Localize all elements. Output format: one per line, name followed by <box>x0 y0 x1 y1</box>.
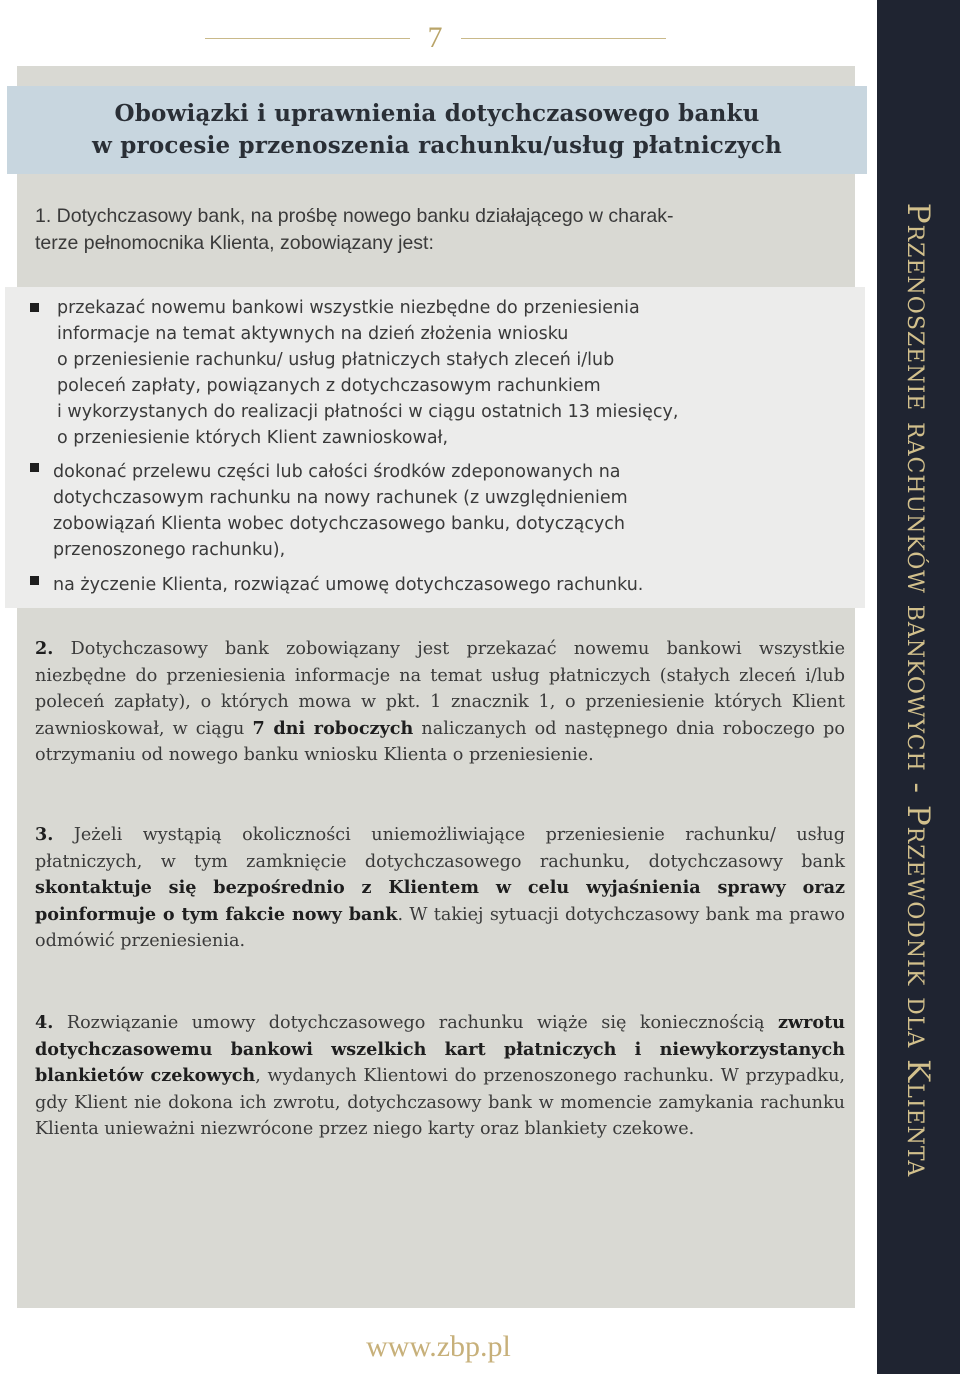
section3-paragraph: 3. Jeżeli wystąpią okoliczności uniemożliwiające przeniesienie rachunku/ usług płatniczych, w tym zamknięcie dotychczasowego rachunku, dotychczasowy bank skontaktuje się bezpośrednio z Klientem w celu wyjaśnienia sprawy oraz poinformuje o tym fakcie nowy bank. W takiej sytuacji dotychczasowy bank ma prawo odmówić przeniesienia. <box>35 824 845 951</box>
page-number-row <box>195 18 675 58</box>
sidebar-title: Przenoszenie rachunków bankowych - Przewodnik dla Klienta <box>900 202 936 1178</box>
page-number: 7 <box>427 21 443 54</box>
footer-url: www.zbp.pl <box>366 1330 511 1363</box>
bullet-text: na życzenie Klienta, rozwiązać umowę dotychczasowego rachunku. <box>53 575 644 595</box>
bullet-square-icon <box>30 576 39 585</box>
section4-emphasis: zwrotu dotychczasowemu bankowi wszelkich kart płatniczych i niewykorzystanych blankietów czekowych <box>35 1012 845 1086</box>
title-line-1: Obowiązki i uprawnienia dotychczasowego banku <box>114 100 760 127</box>
right-divider <box>461 38 666 39</box>
bullet-list <box>5 287 865 608</box>
section4-number: 4. <box>35 1012 54 1033</box>
bullet-text: dokonać przelewu części lub całości środków zdeponowanych na dotychczasowym rachunku na nowy rachunek (z uwzględnieniem zobowiązań Klienta wobec dotychczasowego banku, dotyczących przenoszonego rachunku), <box>53 462 628 560</box>
section-title <box>7 86 867 174</box>
title-line-2: w procesie przenoszenia rachunku/usług płatniczych <box>92 132 782 159</box>
section1-intro-line1: 1. Dotychczasowy bank, na prośbę nowego banku działającego w charak- <box>35 205 674 227</box>
section3-number: 3. <box>35 824 54 845</box>
bullet-square-icon <box>30 303 39 312</box>
section2-emphasis: 7 dni roboczych <box>252 717 414 739</box>
bullet-text: przekazać nowemu bankowi wszystkie niezbędne do przeniesienia informacje na temat aktywnych na dzień złożenia wniosku o przeniesienie rachunku/ usług płatniczych stałych zleceń i/lub poleceń zapłaty, powiązanych z dotychczasowym rachunkiem i wykorzystanych do realizacji płatności w ciągu ostatnich 13 miesięcy, o przeniesienie których Klient zawnioskował, <box>57 298 679 448</box>
section1-intro <box>35 203 845 257</box>
section4-paragraph: 4. Rozwiązanie umowy dotychczasowego rachunku wiąże się koniecznością zwrotu dotychczasowemu bankowi wszelkich kart płatniczych i niewykorzystanych blankietów czekowych, wydanych Klientowi do przenoszonego rachunku. W przypadku, gdy Klient nie dokona ich zwrotu, dotychczasowy bank w momencie zamykania rachunku Klienta unieważni niezwrócone przez niego karty oraz blankiety czekowe. <box>35 1012 846 1139</box>
left-divider <box>205 38 410 39</box>
bullet-square-icon <box>30 463 39 472</box>
section3-emphasis: skontaktuje się bezpośrednio z Klientem w celu wyjaśnienia sprawy oraz poinformuje o tym fakcie nowy bank <box>35 877 845 925</box>
section2-number: 2. <box>35 638 54 659</box>
section2-paragraph: 2. Dotychczasowy bank zobowiązany jest przekazać nowemu bankowi wszystkie niezbędne do przeniesienia informacje na temat usług płatniczych (stałych zleceń i/lub poleceń zapłaty), o których mowa w pkt. 1 znacznik 1, o przeniesienie których Klient zawnioskował, w ciągu 7 dni roboczych naliczanych od następnego dnia roboczego po otrzymaniu od nowego banku wniosku Klienta o przeniesienie. <box>35 638 845 765</box>
section1-intro-line2: terze pełnomocnika Klienta, zobowiązany jest: <box>35 232 434 254</box>
